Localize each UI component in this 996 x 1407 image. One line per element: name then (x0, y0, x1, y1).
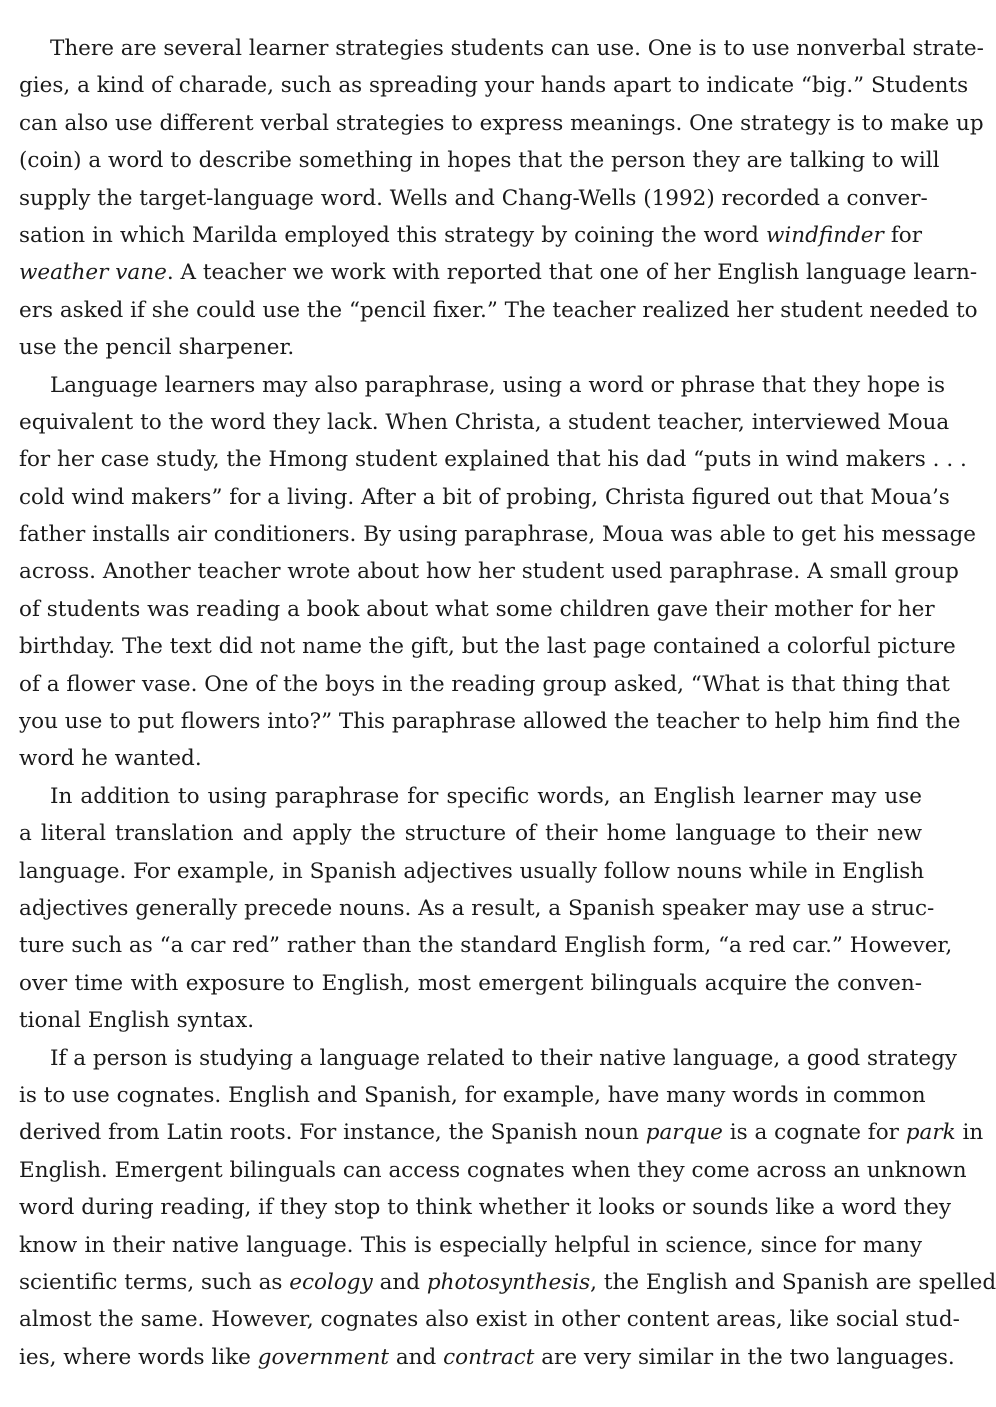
text-line (19, 142, 940, 179)
text-run: a literal translation and apply the structure of their home language to their new (19, 821, 922, 847)
text-run: and (372, 1269, 427, 1295)
text-run: and (389, 1344, 444, 1370)
text-run: is to use cognates. English and Spanish, for example, have many words in common (19, 1082, 926, 1108)
text-line (19, 890, 935, 927)
text-line (19, 479, 950, 516)
text-run: Language learners may also paraphrase, using a word or phrase that they hope is (50, 372, 946, 398)
text-run: ture such as “a car red” rather than the standard English form, “a red car.” However, (19, 933, 953, 959)
italic-term: weather vane (19, 260, 167, 286)
text-run: word he wanted. (19, 746, 202, 772)
paragraph (19, 30, 984, 367)
text-run: , the English and Spanish are spelled (590, 1269, 996, 1295)
text-run: word during reading, if they stop to think whether it looks or sounds like a word they (19, 1195, 951, 1221)
text-line (19, 1040, 958, 1077)
text-run: English. Emergent bilinguals can access cognates when they come across an unknown (19, 1157, 967, 1183)
text-run: father installs air conditioners. By using paraphrase, Moua was able to get his message (19, 522, 977, 548)
text-run: is a cognate for (722, 1120, 906, 1146)
text-line (19, 180, 928, 217)
text-line (19, 1301, 960, 1338)
text-run: know in their native language. This is especially helpful in science, since for many (19, 1232, 922, 1258)
text-line (19, 292, 978, 329)
text-line (19, 853, 925, 890)
text-line (19, 927, 953, 964)
text-line (19, 965, 922, 1002)
text-run: supply the target-language word. Wells and Chang-Wells (1992) recorded a conver- (19, 185, 928, 211)
text-run: you use to put flowers into?” This paraphrase allowed the teacher to help him find the (19, 709, 961, 735)
text-run: can also use different verbal strategies to express meanings. One strategy is to make up (19, 110, 984, 136)
text-line (19, 1077, 926, 1114)
italic-term: parque (645, 1120, 723, 1146)
text-run: of students was reading a book about what some children gave their mother for her (19, 596, 935, 622)
text-line (19, 404, 950, 441)
text-line (19, 815, 922, 852)
text-line (19, 367, 946, 404)
text-run: ers asked if she could use the “pencil fixer.” The teacher realized her student needed to (19, 297, 978, 323)
text-run: . A teacher we work with reported that one of her English language learn- (166, 260, 978, 286)
text-run: use the pencil sharpener. (19, 335, 295, 361)
text-line (19, 1227, 922, 1264)
text-line (19, 254, 978, 291)
text-line (19, 703, 961, 740)
italic-term: government (257, 1344, 390, 1370)
text-line (19, 628, 956, 665)
text-run: There are several learner strategies students can use. One is to use nonverbal strate- (50, 36, 984, 61)
text-run: across. Another teacher wrote about how her student used paraphrase. A small group (19, 559, 959, 585)
text-line (19, 516, 977, 553)
text-line (19, 666, 950, 703)
text-run: sation in which Marilda employed this strategy by coining the word (19, 222, 766, 248)
text-run: almost the same. However, cognates also exist in other content areas, like social stud- (19, 1307, 960, 1333)
text-line (19, 67, 969, 104)
text-line (19, 1264, 996, 1301)
text-line (19, 1114, 984, 1151)
text-run: In addition to using paraphrase for specific words, an English learner may use (50, 783, 922, 809)
text-line (19, 441, 967, 478)
italic-term: ecology (289, 1269, 373, 1295)
text-run: over time with exposure to English, most emergent bilinguals acquire the conven- (19, 970, 922, 996)
text-run: tional English syntax. (19, 1008, 255, 1034)
text-run: birthday. The text did not name the gift, but the last page contained a colorful picture (19, 634, 956, 660)
text-run: language. For example, in Spanish adjectives usually follow nouns while in English (19, 858, 925, 884)
text-run: adjectives generally precede nouns. As a result, a Spanish speaker may use a struc- (19, 895, 935, 921)
text-line (19, 105, 984, 142)
text-line (19, 1189, 951, 1226)
text-line (19, 553, 959, 590)
italic-term: photosynthesis (426, 1269, 591, 1295)
text-run: are very similar in the two languages. (534, 1344, 955, 1370)
text-line (19, 778, 922, 815)
text-line (19, 329, 922, 366)
text-line (19, 591, 935, 628)
text-run: for her case study, the Hmong student explained that his dad “puts in wind makers . . . (19, 447, 967, 473)
text-run: If a person is studying a language related to their native language, a good strategy (50, 1045, 958, 1071)
text-run: in (955, 1120, 984, 1146)
text-run: ies, where words like (19, 1344, 258, 1370)
text-run: of a flower vase. One of the boys in the reading group asked, “What is that thing that (19, 671, 950, 697)
italic-term: contract (443, 1344, 535, 1370)
text-line (19, 740, 922, 777)
text-line (19, 30, 984, 67)
paragraph (19, 778, 953, 1040)
text-line (19, 1152, 967, 1189)
italic-term: park (905, 1120, 956, 1146)
text-line (19, 1339, 955, 1376)
text-run: for (883, 222, 923, 248)
text-line (19, 1002, 922, 1039)
paragraph (19, 1040, 996, 1377)
italic-term: windfinder (765, 222, 884, 248)
text-line (19, 217, 922, 254)
text-run: (coin) a word to describe something in hopes that the person they are talking to will (19, 148, 940, 174)
text-run: cold wind makers” for a living. After a bit of probing, Christa figured out that Moua’s (19, 484, 950, 510)
paragraph (19, 367, 977, 778)
text-run: derived from Latin roots. For instance, the Spanish noun (19, 1120, 646, 1146)
document-page (19, 30, 996, 1376)
text-run: equivalent to the word they lack. When Christa, a student teacher, interviewed Moua (19, 409, 950, 435)
text-run: gies, a kind of charade, such as spreading your hands apart to indicate “big.” Students (19, 73, 969, 99)
text-run: scientific terms, such as (19, 1269, 290, 1295)
